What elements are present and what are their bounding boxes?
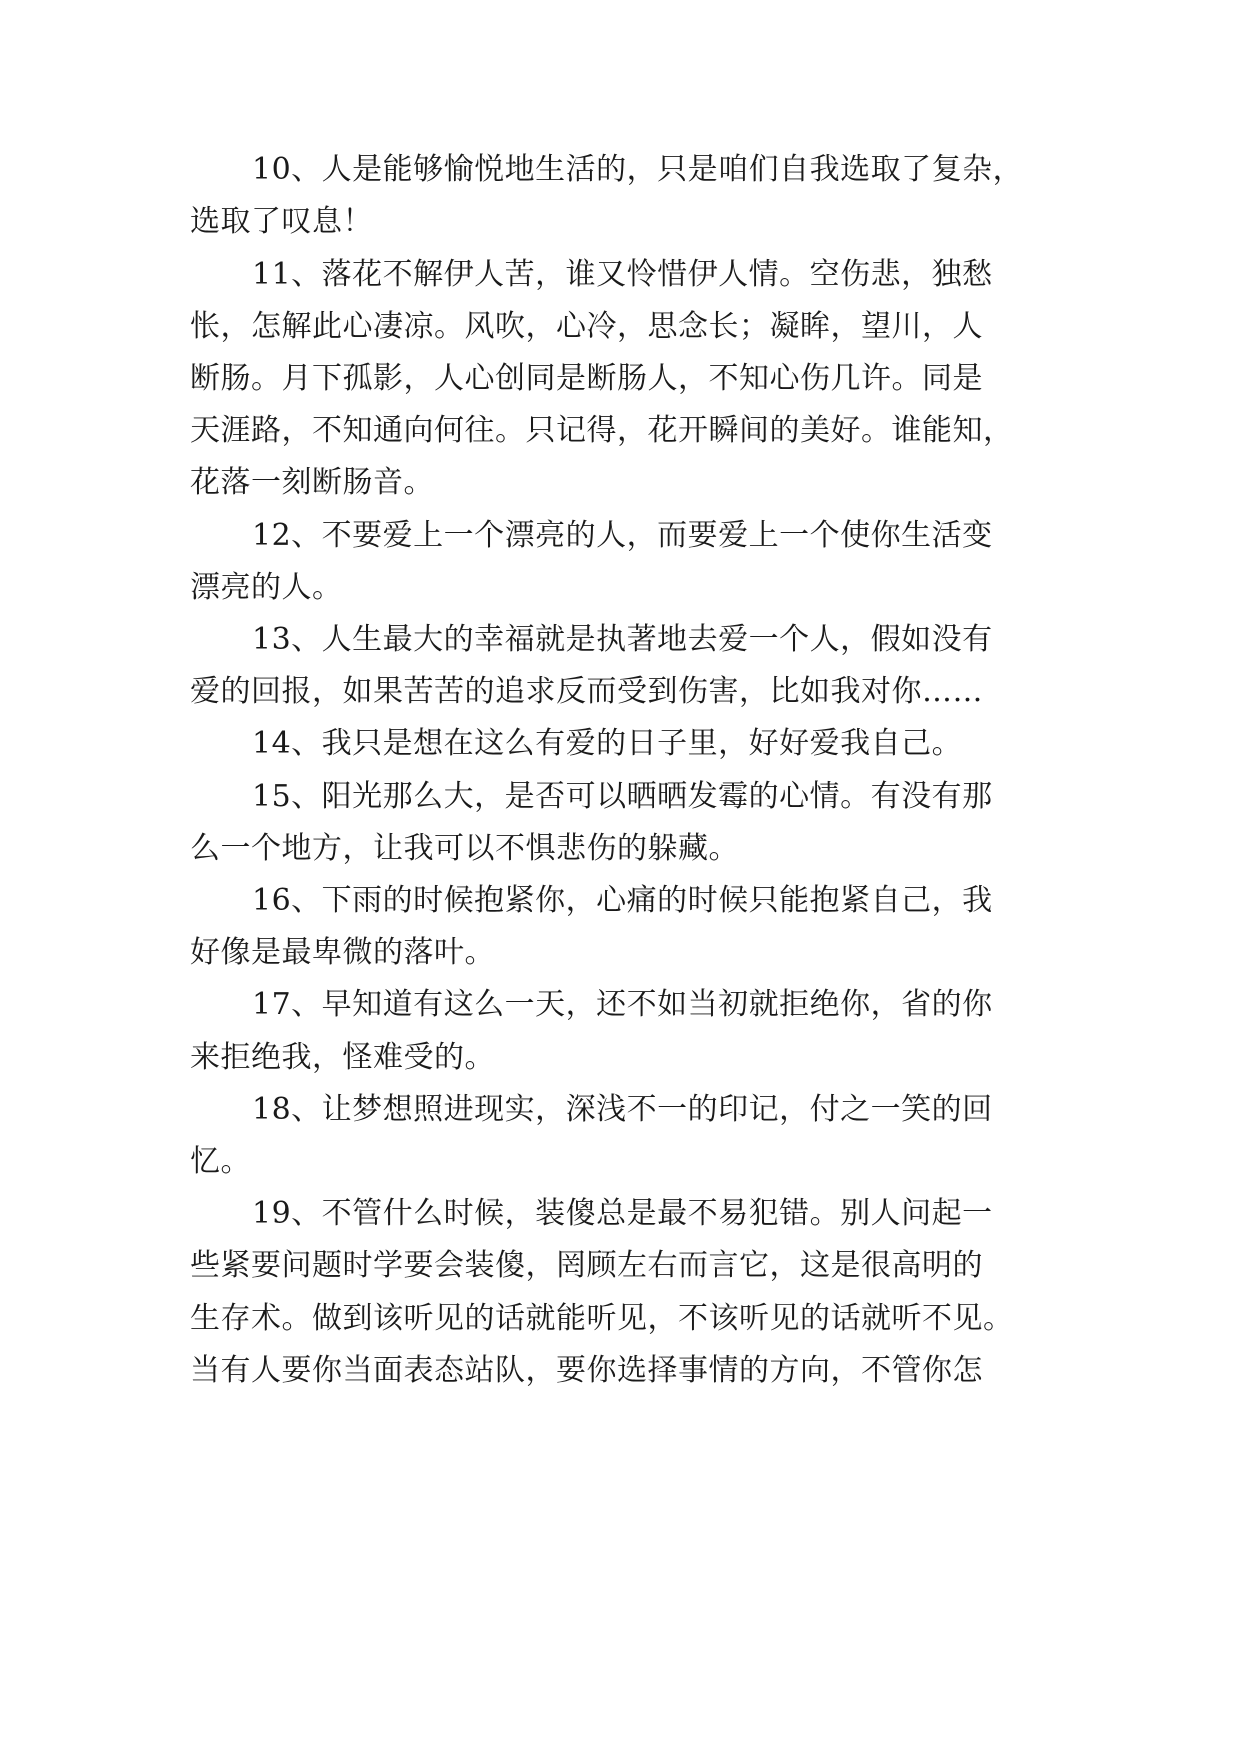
paragraph-12-line-1: 12、不要爱上一个漂亮的人，而要爱上一个使你生活变	[252, 518, 993, 553]
paragraph-19-line-1: 19、不管什么时候，装傻总是最不易犯错。别人问起一	[252, 1196, 993, 1231]
paragraph-15-line-1: 15、阳光那么大，是否可以晒晒发霉的心情。有没有那	[252, 779, 993, 814]
paragraph-13-line-2: 爱的回报，如果苦苦的追求反而受到伤害，比如我对你……	[190, 674, 983, 709]
paragraph-18-line-2: 忆。	[190, 1144, 251, 1179]
paragraph-14-line-1: 14、我只是想在这么有爱的日子里，好好爱我自己。	[252, 726, 963, 761]
paragraph-16-line-1: 16、下雨的时候抱紧你，心痛的时候只能抱紧自己，我	[252, 883, 993, 918]
paragraph-15-line-2: 么一个地方，让我可以不惧悲伤的躲藏。	[190, 831, 739, 866]
paragraph-10-line-2: 选取了叹息！	[190, 204, 373, 239]
paragraph-17-line-1: 17、早知道有这么一天，还不如当初就拒绝你，省的你	[252, 987, 993, 1022]
paragraph-11-line-5: 花落一刻断肠音。	[190, 465, 434, 500]
paragraph-11-line-1: 11、落花不解伊人苦，谁又怜惜伊人情。空伤悲，独愁	[252, 257, 993, 292]
paragraph-19-line-3: 生存术。做到该听见的话就能听见，不该听见的话就听不见。	[190, 1301, 1014, 1336]
paragraph-10-line-1: 10、人是能够愉悦地生活的，只是咱们自我选取了复杂，	[252, 152, 1024, 187]
paragraph-19-line-2: 些紧要问题时学要会装傻，罔顾左右而言它，这是很高明的	[190, 1248, 983, 1283]
paragraph-11-line-3: 断肠。月下孤影，人心创同是断肠人，不知心伤几许。同是	[190, 361, 983, 396]
paragraph-12-line-2: 漂亮的人。	[190, 570, 343, 605]
paragraph-16-line-2: 好像是最卑微的落叶。	[190, 935, 495, 970]
paragraph-11-line-2: 怅，怎解此心凄凉。风吹，心冷，思念长；凝眸，望川，人	[190, 309, 983, 344]
paragraph-18-line-1: 18、让梦想照进现实，深浅不一的印记，付之一笑的回	[252, 1092, 993, 1127]
paragraph-11-line-4: 天涯路，不知通向何往。只记得，花开瞬间的美好。谁能知，	[190, 413, 1014, 448]
paragraph-13-line-1: 13、人生最大的幸福就是执著地去爱一个人，假如没有	[252, 622, 993, 657]
paragraph-19-line-4: 当有人要你当面表态站队，要你选择事情的方向，不管你怎	[190, 1353, 983, 1388]
paragraph-17-line-2: 来拒绝我，怪难受的。	[190, 1040, 495, 1075]
